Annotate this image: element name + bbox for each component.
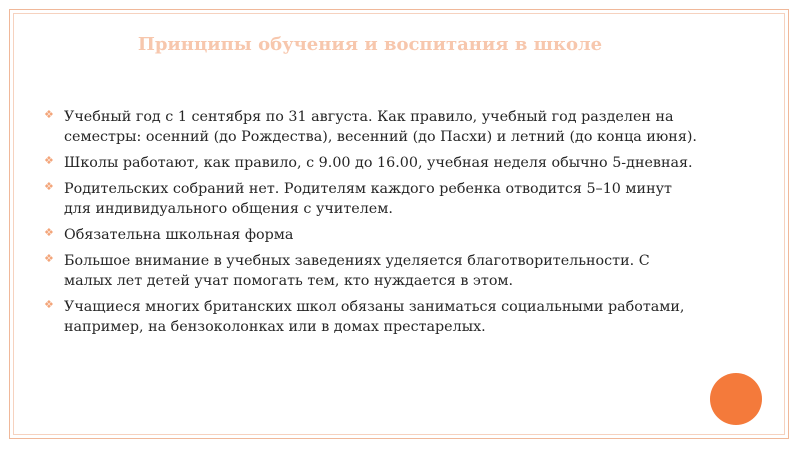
- bullet-text: Учащиеся многих британских школ обязаны заниматься социальными работами, например, на бензоколонках или в домах престарелых.: [64, 299, 685, 335]
- list-item: [41, 297, 701, 337]
- bullet-text: Школы работают, как правило, с 9.00 до 16.00, учебная неделя обычно 5-дневная.: [64, 155, 693, 171]
- diamond-bullet-icon: ❖: [44, 180, 54, 193]
- diamond-bullet-icon: ❖: [44, 226, 54, 239]
- bullet-text: Учебный год с 1 сентября по 31 августа. Как правило, учебный год разделен на семестры: осенний (до Рождества), весенний (до Пасхи) и летний (до конца июня).: [64, 109, 697, 145]
- orange-circle-decoration: [710, 373, 762, 425]
- list-item: [41, 153, 701, 173]
- bullet-text: Большое внимание в учебных заведениях уделяется благотворительности. С малых лет детей учат помогать тем, кто нуждается в этом.: [64, 253, 650, 289]
- list-item: [41, 225, 701, 245]
- list-item: [41, 107, 701, 147]
- diamond-bullet-icon: ❖: [44, 252, 54, 265]
- list-item: [41, 251, 701, 291]
- bullet-text: Родительских собраний нет. Родителям каждого ребенка отводится 5–10 минут для индивидуального общения с учителем.: [64, 181, 672, 217]
- bullet-text: Обязательна школьная форма: [64, 227, 294, 243]
- diamond-bullet-icon: ❖: [44, 154, 54, 167]
- diamond-bullet-icon: ❖: [44, 108, 54, 121]
- bullet-list: [41, 107, 701, 343]
- diamond-bullet-icon: ❖: [44, 298, 54, 311]
- slide-title: Принципы обучения и воспитания в школе: [137, 34, 603, 55]
- list-item: [41, 179, 701, 219]
